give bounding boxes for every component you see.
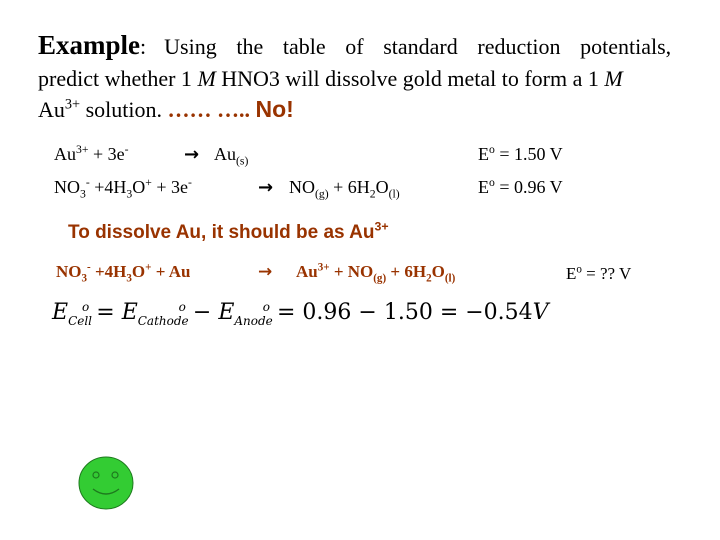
example-colon: : bbox=[140, 34, 147, 59]
overall-reaction-products: $Au^{3+} + NO_{(g)} + 6H_2O_{(l)}$ bbox=[296, 261, 456, 285]
potential-gold: $E^o = 1.50$ V bbox=[478, 143, 563, 164]
overall-reaction: $NO_3^- +4H_3O^+ + Au$ bbox=[56, 261, 191, 285]
potential-overall: $E^o$ = ?? V bbox=[566, 263, 632, 283]
half-reaction-gold-product: $Au_{(s)}$ bbox=[214, 144, 249, 168]
smiley-face-icon bbox=[77, 455, 135, 511]
question-line-3: $Au^{3+}$ solution. …… ….. No! bbox=[38, 96, 294, 122]
right-arrow-icon: → bbox=[258, 177, 274, 198]
half-reaction-nitrate: $NO_3^- +4H_3O^+ + 3e^-$ bbox=[54, 176, 192, 201]
right-arrow-icon: → bbox=[258, 262, 273, 282]
potential-nitrate: $E^o = 0.96$ V bbox=[478, 176, 563, 197]
example-label: Example bbox=[38, 30, 141, 60]
right-arrow-icon: → bbox=[184, 144, 200, 165]
question-line-2: predict whether 1 M HNO3 will dissolve gold metal to form a 1 M bbox=[38, 66, 623, 91]
example-title-line bbox=[38, 30, 671, 61]
ellipsis-dots: …… ….. bbox=[167, 97, 251, 122]
half-reaction-gold: $Au^{3+} + 3e^-$ bbox=[54, 143, 129, 164]
half-reaction-nitrate-products: $NO_{(g)} + 6H_2O_{(l)}$ bbox=[289, 177, 400, 201]
answer-no: No! bbox=[255, 96, 294, 122]
question-line-1: Using the table of standard reduction potentials, bbox=[164, 34, 672, 59]
dissolve-heading: To dissolve Au, it should be as $Au^{3+}$ bbox=[68, 219, 389, 243]
cell-potential-formula: $E_{Cell}^o = E_{Cathode}^o - E_{Anode}^o = 0.96 - 1.50 = -0.54V$ bbox=[52, 300, 549, 328]
